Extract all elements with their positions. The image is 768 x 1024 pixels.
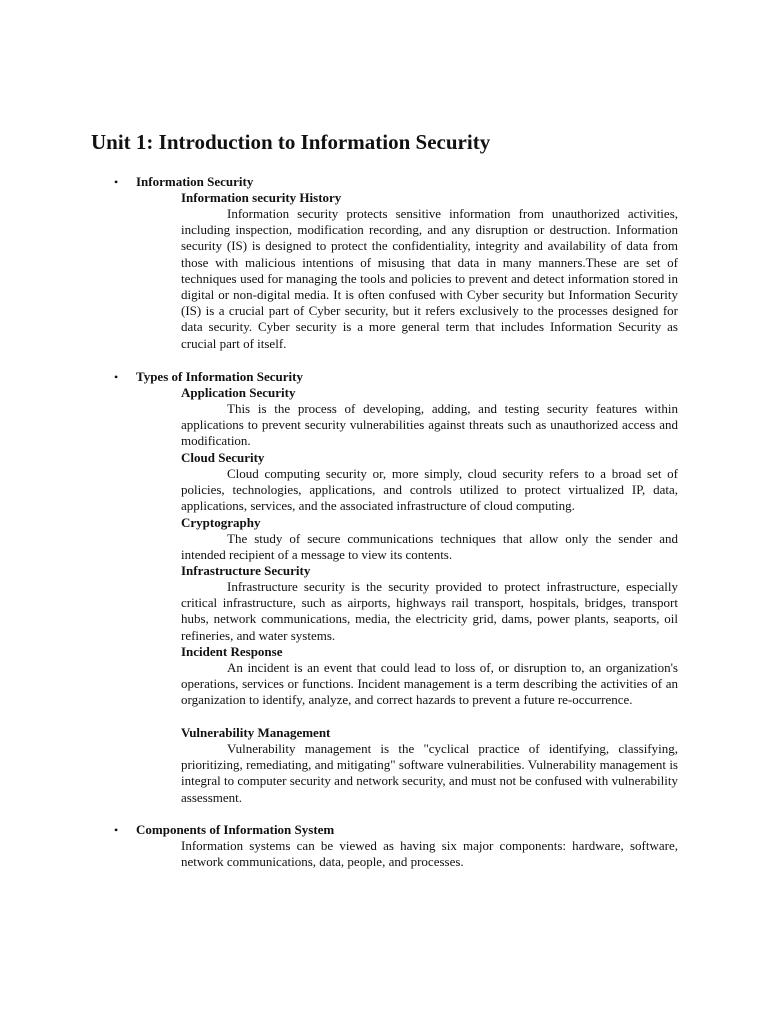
section-heading: Information Security xyxy=(136,174,254,189)
subsection-heading: Infrastructure Security xyxy=(181,563,311,578)
page-title: Unit 1: Introduction to Information Security xyxy=(91,130,491,154)
bullet-icon: • xyxy=(114,175,119,189)
subsection-paragraph: The study of secure communications techniques that allow only the sender and intended recipient of a message to view its contents. xyxy=(181,531,678,563)
subsection-paragraph: This is the process of developing, adding, and testing security features within applications to prevent security vulnerabilities against threats such as unauthorized access and modification. xyxy=(181,401,678,449)
subsection-paragraph: An incident is an event that could lead to loss of, or disruption to, an organization's operations, services or functions. Incident management is a term describing the activities of an organization to identify, analyze, and correct hazards to prevent a future re-occurrence. xyxy=(181,660,678,708)
subsection-heading: Cryptography xyxy=(181,515,261,530)
section-paragraph: Information systems can be viewed as having six major components: hardware, software, network communications, data, people, and processes. xyxy=(181,838,678,870)
subsection-paragraph: Cloud computing security or, more simply, cloud security refers to a broad set of policies, technologies, applications, and controls utilized to protect virtualized IP, data, applications, services, and the associated infrastructure of cloud computing. xyxy=(181,466,678,514)
section-heading: Components of Information System xyxy=(136,822,335,837)
subsection-paragraph: Infrastructure security is the security provided to protect infrastructure, especially critical infrastructure, such as airports, highways rail transport, hospitals, bridges, transport hubs, network communications, media, the electricity grid, dams, power plants, seaports, oil refineries, and water systems. xyxy=(181,579,678,643)
subsection-heading: Application Security xyxy=(181,385,296,400)
bullet-icon: • xyxy=(114,370,119,384)
subsection-information-security-history xyxy=(181,190,678,352)
subsection-paragraph: Vulnerability management is the "cyclical practice of identifying, classifying, prioritizing, remediating, and mitigating" software vulnerabilities. Vulnerability management is integral to computer security and network security, and must not be confused with vulnerability assessment. xyxy=(181,741,678,805)
subsection-heading: Incident Response xyxy=(181,644,283,659)
subsection-vulnerability-management xyxy=(181,725,678,806)
subsection-cloud-security xyxy=(181,450,678,515)
section-body xyxy=(181,838,678,870)
bullet-icon: • xyxy=(114,823,119,837)
subsection-heading: Cloud Security xyxy=(181,450,265,465)
subsection-infrastructure-security xyxy=(181,563,678,644)
section-heading: Types of Information Security xyxy=(136,369,303,384)
subsection-heading: Vulnerability Management xyxy=(181,725,331,740)
subsection-application-security xyxy=(181,385,678,450)
subsection-cryptography xyxy=(181,515,678,563)
subsection-heading: Information security History xyxy=(181,190,342,205)
subsection-incident-response xyxy=(181,644,678,709)
subsection-paragraph: Information security protects sensitive information from unauthorized activities, including inspection, modification recording, and any disruption or destruction. Information security (IS) is designed to protect the confidentiality, integrity and availability of data from those with malicious intentions of misusing that data in many manners.These are set of techniques used for managing the tools and policies to prevent and detect information stored in digital or non-digital media. It is often confused with Cyber security but Information Security (IS) is a crucial part of Cyber security, but it refers exclusively to the processes designed for data security. Cyber security is a more general term that includes Information Security as crucial part of itself. xyxy=(181,206,678,351)
